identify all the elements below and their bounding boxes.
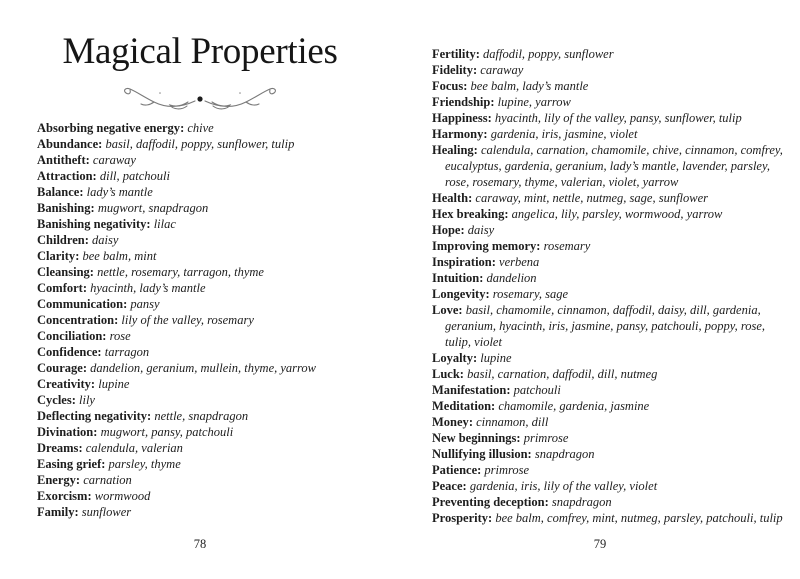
property-name: Communication (37, 297, 124, 311)
property-name: Dreams (37, 441, 79, 455)
property-entry (37, 360, 393, 376)
property-name: Preventing deception (432, 495, 545, 509)
property-name: Luck (432, 367, 460, 381)
property-separator: : (84, 233, 92, 247)
page-number-left: 78 (193, 537, 207, 551)
property-name: Patience (432, 463, 478, 477)
property-name: Courage (37, 361, 83, 375)
property-name: Inspiration (432, 255, 492, 269)
plant-list: basil, daffodil, poppy, sunflower, tulip (105, 137, 295, 151)
property-entry (432, 46, 790, 62)
property-separator: : (479, 271, 487, 285)
property-name: Fertility (432, 47, 476, 61)
property-entry (432, 270, 790, 286)
property-separator: : (82, 281, 91, 295)
property-separator: : (87, 489, 95, 503)
property-name: Nullifying illusion (432, 447, 528, 461)
property-separator: : (487, 111, 495, 125)
property-separator: : (468, 191, 476, 205)
property-entry (432, 494, 790, 510)
property-name: Meditation (432, 399, 492, 413)
property-separator: : (463, 79, 471, 93)
page-number-right: 79 (593, 537, 607, 551)
property-separator: : (90, 377, 99, 391)
plant-list: pansy (130, 297, 160, 311)
plant-list: calendula, valerian (85, 441, 183, 455)
property-separator: : (74, 505, 82, 519)
property-entry (37, 248, 393, 264)
property-name: Banishing (37, 201, 91, 215)
property-entry (37, 440, 393, 456)
property-entry (37, 328, 393, 344)
plant-list: hyacinth, lady’s mantle (90, 281, 206, 295)
property-name: Easing grief (37, 457, 102, 471)
property-name: Concentration (37, 313, 115, 327)
property-entry (432, 430, 790, 446)
property-name: Peace (432, 479, 463, 493)
property-separator: : (473, 143, 481, 157)
property-separator: : (123, 297, 131, 311)
property-separator: : (544, 495, 552, 509)
plant-list: dill, patchouli (99, 169, 170, 183)
property-name: Focus (432, 79, 464, 93)
property-entry (37, 424, 393, 440)
plant-list: calendula, carnation, chamomile, chive, cinnamon, comfrey, eucalyptus, gardenia, geranium, lady’s mantle, lavender, parsley, rose, rosemary, thyme, valerian, violet, yarrow (445, 143, 783, 189)
property-name: Money (432, 415, 469, 429)
property-entry (37, 392, 393, 408)
property-name: New beginnings (432, 431, 517, 445)
plant-list: nettle, rosemary, tarragon, thyme (97, 265, 264, 279)
property-separator: : (475, 47, 484, 61)
property-entry (432, 62, 790, 78)
property-name: Health (432, 191, 469, 205)
property-name: Divination (37, 425, 94, 439)
property-separator: : (71, 393, 80, 407)
property-name: Improving memory (432, 239, 537, 253)
plant-list: mugwort, snapdragon (97, 201, 209, 215)
property-separator: : (491, 399, 499, 413)
plant-list: angelica, lily, parsley, wormwood, yarrow (511, 207, 723, 221)
plant-list: daisy (92, 233, 119, 247)
property-entry (37, 472, 393, 488)
property-separator: : (114, 313, 122, 327)
property-separator: : (98, 137, 106, 151)
property-entry (37, 504, 393, 520)
plant-list: chamomile, gardenia, jasmine (498, 399, 650, 413)
property-name: Prosperity (432, 511, 489, 525)
property-entry (37, 408, 393, 424)
property-separator: : (101, 457, 109, 471)
property-name: Children (37, 233, 85, 247)
property-separator: : (92, 169, 100, 183)
property-name: Happiness (432, 111, 488, 125)
property-separator: : (102, 329, 110, 343)
plant-list: daisy (467, 223, 495, 237)
plant-list: bee balm, comfrey, mint, nutmeg, parsley, patchouli, tulip (495, 511, 783, 525)
right-page (400, 0, 800, 579)
property-entry (432, 238, 790, 254)
property-entry (432, 366, 790, 382)
property-separator: : (527, 447, 535, 461)
plant-list: tarragon (104, 345, 150, 359)
plant-list: lady’s mantle (86, 185, 153, 199)
property-separator: : (97, 345, 105, 359)
property-separator: : (75, 249, 83, 263)
property-separator: : (490, 95, 498, 109)
property-name: Attraction (37, 169, 93, 183)
plant-list: patchouli (513, 383, 561, 397)
plant-list: dandelion, geranium, mullein, thyme, yarrow (90, 361, 317, 375)
property-entry (37, 376, 393, 392)
property-separator: : (536, 239, 544, 253)
property-entry (37, 456, 393, 472)
property-name: Manifestation (432, 383, 507, 397)
property-entry (432, 510, 790, 526)
property-name: Love (432, 303, 459, 317)
property-name: Confidence (37, 345, 98, 359)
property-entry (432, 382, 790, 398)
property-name: Abundance (37, 137, 99, 151)
property-entry (432, 190, 790, 206)
property-name: Exorcism (37, 489, 88, 503)
property-separator: : (82, 361, 91, 375)
property-separator: : (147, 409, 155, 423)
property-name: Family (37, 505, 75, 519)
property-entry (432, 206, 790, 222)
plant-list: bee balm, mint (82, 249, 157, 263)
plant-list: lily of the valley, rosemary (121, 313, 254, 327)
property-entry (37, 200, 393, 216)
plant-list: gardenia, iris, lily of the valley, violet (469, 479, 658, 493)
property-list-right (432, 46, 790, 526)
property-name: Cleansing (37, 265, 90, 279)
property-entry (432, 286, 790, 302)
property-entry (432, 350, 790, 366)
property-separator: : (89, 265, 98, 279)
property-separator: : (93, 425, 101, 439)
property-entry (37, 312, 393, 328)
plant-list: gardenia, iris, jasmine, violet (490, 127, 638, 141)
property-separator: : (90, 201, 98, 215)
page-title: Magical Properties (62, 31, 338, 72)
property-separator: : (485, 287, 493, 301)
property-entry (432, 462, 790, 478)
property-name: Intuition (432, 271, 480, 285)
property-entry (432, 110, 790, 126)
plant-list: caraway, mint, nettle, nutmeg, sage, sunflower (475, 191, 709, 205)
property-name: Harmony (432, 127, 484, 141)
property-entry (432, 478, 790, 494)
plant-list: lupine, yarrow (497, 95, 571, 109)
property-name: Banishing negativity (37, 217, 147, 231)
plant-list: wormwood (94, 489, 151, 503)
property-entry (432, 94, 790, 110)
plant-list: caraway (480, 63, 524, 77)
plant-list: snapdragon (551, 495, 612, 509)
plant-list: nettle, snapdragon (154, 409, 249, 423)
property-separator: : (506, 383, 514, 397)
property-entry (37, 488, 393, 504)
plant-list: primrose (523, 431, 569, 445)
plant-list: rose (109, 329, 131, 343)
property-entry (37, 136, 393, 152)
property-name: Balance (37, 185, 80, 199)
plant-list: chive (187, 121, 214, 135)
plant-list: lupine (480, 351, 512, 365)
property-separator: : (516, 431, 524, 445)
plant-list: cinnamon, dill (476, 415, 549, 429)
plant-list: dandelion (486, 271, 537, 285)
property-separator: : (75, 473, 84, 487)
property-name: Energy (37, 473, 76, 487)
plant-list: rosemary (543, 239, 591, 253)
plant-list: hyacinth, lily of the valley, pansy, sunflower, tulip (494, 111, 742, 125)
flourish-ornament (0, 82, 400, 112)
property-entry (432, 222, 790, 238)
property-separator: : (462, 479, 470, 493)
property-entry (432, 302, 790, 350)
property-separator: : (483, 127, 491, 141)
property-entry (37, 216, 393, 232)
property-name: Antitheft (37, 153, 86, 167)
property-name: Fidelity (432, 63, 473, 77)
property-entry (37, 296, 393, 312)
property-name: Healing (432, 143, 474, 157)
property-entry (432, 446, 790, 462)
property-name: Comfort (37, 281, 83, 295)
property-entry (37, 344, 393, 360)
property-separator: : (85, 153, 93, 167)
property-name: Deflecting negativity (37, 409, 148, 423)
property-separator: : (458, 303, 466, 317)
plant-list: mugwort, pansy, patchouli (100, 425, 234, 439)
property-separator: : (491, 255, 500, 269)
property-entry (432, 414, 790, 430)
swirl-flourish-icon (122, 82, 278, 112)
plant-list: carnation (83, 473, 132, 487)
plant-list: lupine (98, 377, 130, 391)
property-separator: : (79, 185, 87, 199)
property-name: Clarity (37, 249, 76, 263)
property-entry (432, 78, 790, 94)
property-name: Creativity (37, 377, 91, 391)
property-entry (432, 126, 790, 142)
property-separator: : (180, 121, 188, 135)
property-name: Longevity (432, 287, 486, 301)
property-separator: : (146, 217, 154, 231)
property-name: Cycles (37, 393, 72, 407)
plant-list: lilac (153, 217, 176, 231)
property-name: Conciliation (37, 329, 103, 343)
property-entry (37, 152, 393, 168)
plant-list: parsley, thyme (108, 457, 181, 471)
property-name: Hex breaking (432, 207, 505, 221)
property-separator: : (472, 63, 481, 77)
property-entry (432, 398, 790, 414)
plant-list: daffodil, poppy, sunflower (483, 47, 614, 61)
plant-list: basil, chamomile, cinnamon, daffodil, daisy, dill, gardenia, geranium, hyacinth, iris, jasmine, pansy, patchouli, poppy, rose, tulip, violet (445, 303, 766, 349)
property-entry (37, 280, 393, 296)
plant-list: sunflower (81, 505, 132, 519)
property-separator: : (504, 207, 512, 221)
property-entry (37, 120, 393, 136)
property-separator: : (78, 441, 86, 455)
plant-list: rosemary, sage (492, 287, 569, 301)
property-separator: : (468, 415, 477, 429)
plant-list: bee balm, lady’s mantle (470, 79, 589, 93)
plant-list: basil, carnation, daffodil, dill, nutmeg (467, 367, 658, 381)
property-name: Friendship (432, 95, 491, 109)
plant-list: snapdragon (534, 447, 595, 461)
plant-list: lily (79, 393, 95, 407)
property-entry (432, 254, 790, 270)
property-name: Loyalty (432, 351, 473, 365)
property-separator: : (488, 511, 496, 525)
property-separator: : (472, 351, 481, 365)
property-entry (37, 168, 393, 184)
plant-list: primrose (484, 463, 530, 477)
plant-list: verbena (499, 255, 540, 269)
property-name: Hope (432, 223, 461, 237)
plant-list: caraway (92, 153, 136, 167)
property-list-left (37, 120, 393, 520)
property-separator: : (460, 223, 468, 237)
property-entry (432, 142, 790, 190)
property-separator: : (477, 463, 485, 477)
property-entry (37, 232, 393, 248)
property-entry (37, 264, 393, 280)
property-separator: : (459, 367, 468, 381)
property-name: Absorbing negative energy (37, 121, 181, 135)
property-entry (37, 184, 393, 200)
